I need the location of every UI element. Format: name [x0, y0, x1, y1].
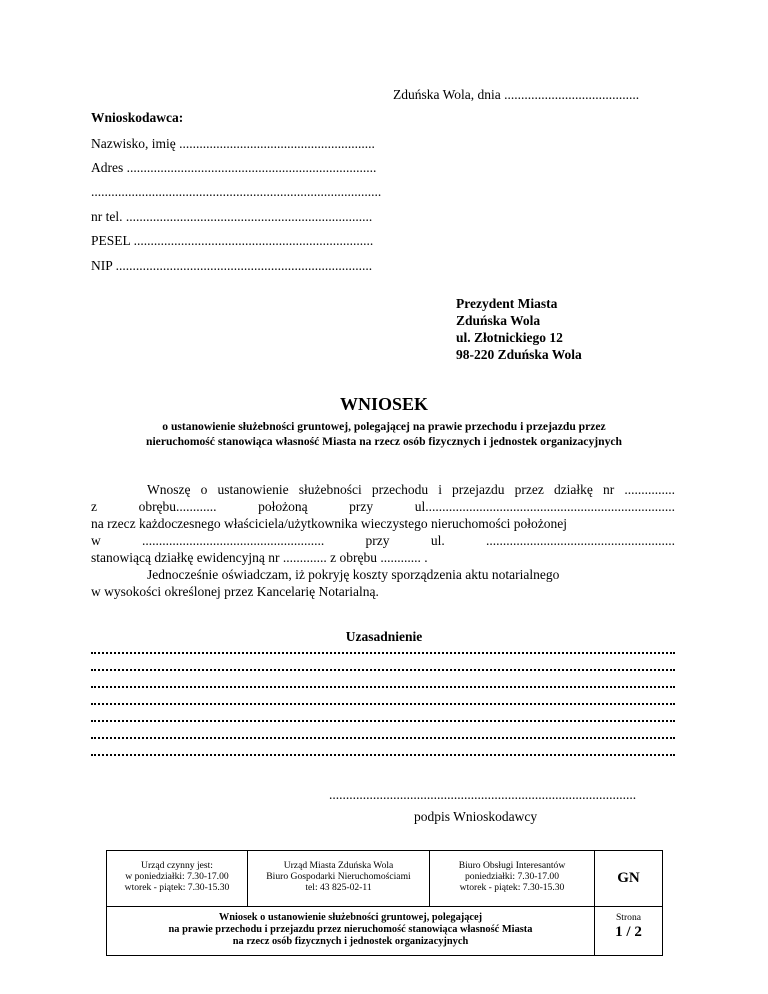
recipient-line-4: 98-220 Zduńska Wola [456, 347, 582, 362]
footer-form-line-1: Wniosek o ustanowienie służebności gruntowej, polegającej [218, 912, 483, 923]
place-date: Zduńska Wola, dnia ........................................ [393, 87, 640, 102]
request-line-5: stanowiącą działkę ewidencyjną nr ............. z obrębu ............ . [91, 550, 428, 565]
justification-heading: Uzasadnienie [345, 629, 423, 644]
justification-line-6 [91, 735, 675, 739]
footer-office-line-2: Biuro Gospodarki Nieruchomościami [266, 871, 411, 882]
footer-service-cell [429, 850, 595, 907]
footer-form-line-2: na prawie przechodu i przejazdu przez nieruchomość stanowiąca własność Miasta [168, 924, 533, 935]
address-field-continued: ...................................................................................... [91, 184, 382, 199]
footer-service-line-2: poniedziałki: 7.30-17.00 [464, 871, 560, 882]
justification-line-2 [91, 667, 675, 671]
footer-hours-cell [106, 850, 248, 907]
justification-line-4 [91, 701, 675, 705]
phone-field: nr tel. ......................................................................... [91, 209, 373, 224]
request-line-1: Wnoszę o ustanowienie służebności przechodu i przejazdu przez działkę nr ............... [147, 482, 675, 497]
footer-service-line-1: Biuro Obsługi Interesantów [458, 860, 566, 871]
applicant-heading: Wnioskodawca: [91, 110, 184, 125]
statement-line-2: w wysokości określonej przez Kancelarię Notarialną. [91, 584, 379, 599]
recipient-line-1: Prezydent Miasta [456, 296, 558, 311]
page-label: Strona [615, 912, 642, 923]
address-field: Adres .......................................................................... [91, 160, 377, 175]
footer-form-line-3: na rzecz osób fizycznych i jednostek organizacyjnych [232, 936, 469, 947]
department-code: GN [617, 870, 640, 886]
footer-office-cell [247, 850, 430, 907]
footer-service-line-3: wtorek - piątek: 7.30-15.30 [459, 882, 565, 893]
footer-office-line-3: tel: 43 825-02-11 [305, 882, 372, 893]
name-field: Nazwisko, imię .......................................................... [91, 136, 375, 151]
footer-hours-line-3: wtorek - piątek: 7.30-15.30 [124, 882, 230, 893]
footer-code-cell [594, 850, 663, 907]
signature-line: ........................................................................................... [329, 787, 637, 802]
page-number: 1 / 2 [615, 924, 642, 940]
request-line-4: w ...................................................... przy ul. ........................................................ [91, 533, 675, 548]
request-line-2: z obrębu............ położoną przy ul.......................................................................... [91, 499, 675, 514]
document-subtitle-line-1: o ustanowienie służebności gruntowej, polegającej na prawie przechodu i przejazdu przez [162, 420, 606, 433]
footer-form-title-cell [106, 906, 595, 956]
pesel-field: PESEL ....................................................................... [91, 233, 374, 248]
footer-office-line-1: Urząd Miasta Zduńska Wola [283, 860, 394, 871]
justification-line-3 [91, 684, 675, 688]
recipient-line-2: Zduńska Wola [456, 313, 541, 328]
statement-line-1: Jednocześnie oświadczam, iż pokryję koszty sporządzenia aktu notarialnego [147, 567, 560, 582]
justification-line-5 [91, 718, 675, 722]
justification-line-7 [91, 752, 675, 756]
footer-hours-line-1: Urząd czynny jest: [141, 860, 213, 871]
request-line-3: na rzecz każdoczesnego właściciela/użytkownika wieczystego nieruchomości położonej [91, 516, 568, 531]
document-subtitle-line-2: nieruchomość stanowiąca własność Miasta na rzecz osób fizycznych i jednostek organizacyjnych [146, 435, 622, 448]
footer-hours-line-2: w poniedziałki: 7.30-17.00 [125, 871, 229, 882]
recipient-line-3: ul. Złotnickiego 12 [456, 330, 563, 345]
footer-page-cell [594, 906, 663, 956]
document-title: WNIOSEK [339, 394, 429, 414]
signature-label: podpis Wnioskodawcy [414, 809, 538, 824]
nip-field: NIP ............................................................................ [91, 258, 373, 273]
justification-line-1 [91, 650, 675, 654]
